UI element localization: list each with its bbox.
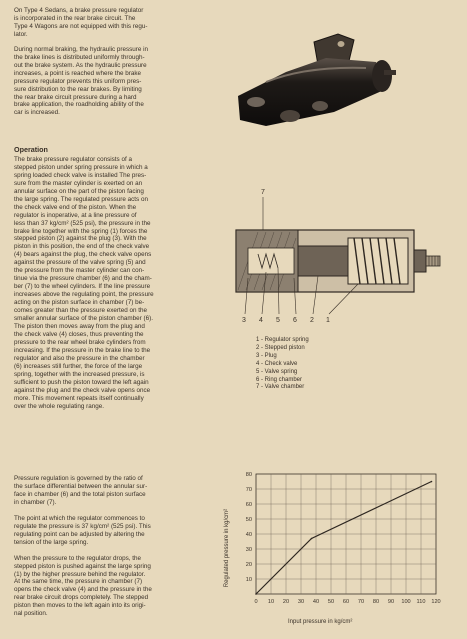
lower-paragraph-3: When the pressure to the regulator drops, the stepped piston is pushed against the large spring (1) by the higher pressure behind the regulator. At the same time, the pressure in chamber (7) opens the check valve (4) and the pressure in the rear brake circuit drops completely. The stepped piston then moves to the left again into its origi- nal position. [14,554,152,618]
y-tick-label: 80 [245,472,252,478]
x-tick-label: 40 [312,599,320,605]
regulator-cross-section [228,188,443,328]
y-axis-label: Regulated pressure in kg/cm² [224,508,230,588]
x-tick-label: 10 [267,599,275,605]
callout-5: 5 [276,317,280,324]
series-line [256,482,432,595]
callout-4: 4 [259,317,263,324]
x-tick-label: 110 [416,599,426,605]
x-axis-label: Input pressure in kg/cm² [288,619,353,625]
y-tick-label: 10 [245,577,252,583]
lower-paragraph-2: The point at which the regulator commences to regulate the pressure is 37 kg/cm² (525 psi). This regulating point can be adjusted by altering the tension of the large spring. [14,514,151,546]
callout-6: 6 [293,317,297,324]
intro-block [14,7,226,117]
lower-paragraph-1: Pressure regulation is governed by the ratio of the surface differential between the annular sur- face in chamber (6) and the total piston surface in chamber (7). [14,475,148,506]
x-tick-label: 60 [342,599,350,605]
regulator-photo [226,30,401,138]
data-point [431,481,433,483]
x-tick-label: 50 [327,599,335,605]
callout-2: 2 [310,317,314,324]
intro-paragraph-2: During normal braking, the hydraulic pressure in the brake lines is distributed uniformly through- out the brake system. As the hydraulic pressure increases, a point is reached where the brake pressure regulator prevents this uniform pres- sure distribution to the rear brakes. By limiting the rear brake circuit pressure during a hard brake application, the roadholding ability of the car is increased. [14,45,149,117]
pressure-chart [218,462,458,628]
lower-block [14,475,226,618]
legend-item: 1 - Regulator spring [256,337,309,343]
x-tick-label: 0 [254,599,258,605]
legend-item: 2 - Stepped piston [256,344,305,351]
intro-paragraph-1: On Type 4 Sedans, a brake pressure regulator is incorporated in the rear brake circuit. The Type 4 Wagons are not equipped with this regu- lator. [14,7,148,38]
y-tick-label: 60 [245,502,252,508]
diagram-legend [256,337,309,392]
x-tick-label: 20 [282,599,290,605]
y-tick-label: 40 [245,532,252,538]
operation-heading: Operation [14,145,48,154]
y-tick-label: 50 [245,517,252,523]
y-tick-label: 30 [245,547,252,553]
callout-3: 3 [242,317,246,324]
operation-body: The brake pressure regulator consists of a stepped piston under spring pressure in which a spring loaded check valve is installed The pres- sure from the master cylinder is exerted on an annular surface on the part of the piston facing the large spring. The regulated pressure acts on the check valve end of the piston. When the regulator is inoperative, at a line pressure of less than 37 kg/cm² (525 psi), the pressure in the brake line together with the spring (1) forces the stepped piston (2) against the plug (3). With the piston in this position, the end of the check valve (4) bears against the plug, the check valve opens against the pressure of the valve spring (5) and the pressure from the master cylinder can con- tinue via the pressure chamber (6) and the cham- ber (7) to the wheel cylinders. If the line pressure increases above the regulating point, the pressure acting on the piston surface in chamber (7) be- comes greater than the pressure exerted on the smaller annular surface of the piston chamber (6). The piston then moves away from the plug and the check valve (4) closes, thus preventing the pressure to the rear wheel brake cylinders from increasing. If the pressure in the brake line to the regulator and also the pressure in the chamber (6) increases still further, the force of the large spring, together with the increased pressure, is sufficient to push the piston toward the left again against the plug and the check valve opens once more. This movement repeats itself continually over the whole regulating range. [14,155,154,410]
callout-1: 1 [326,317,330,324]
x-tick-label: 30 [297,599,305,605]
x-tick-label: 80 [372,599,380,605]
x-tick-label: 100 [401,599,411,605]
x-tick-label: 70 [357,599,365,605]
data-point [311,538,313,540]
y-tick-label: 70 [245,487,252,493]
x-tick-label: 90 [387,599,395,605]
callout-7: 7 [261,189,265,196]
operation-block [14,146,226,410]
data-point [255,593,257,595]
x-tick-label: 120 [431,599,441,605]
y-tick-label: 20 [245,562,252,568]
legend-item: 7 - Valve chamber [256,384,305,391]
legend-item: 5 - Valve spring [256,368,298,375]
legend-item: 3 - Plug [256,352,277,359]
legend-item: 4 - Check valve [256,360,298,367]
legend-item: 6 - Ring chamber [256,376,303,383]
